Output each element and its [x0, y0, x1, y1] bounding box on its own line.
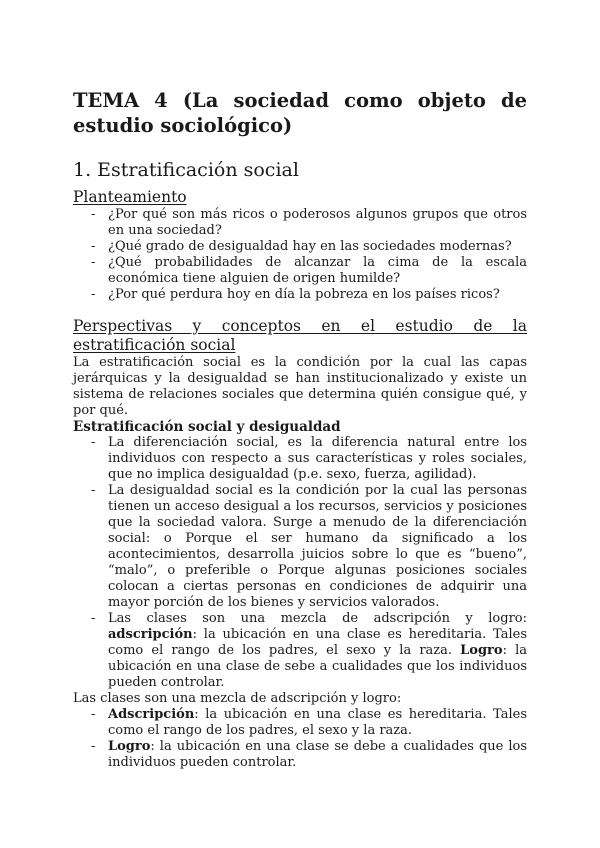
item-text: : la ubicación en una clase se debe a cualidades que los individuos pueden controlar.	[108, 739, 527, 770]
perspectivas-heading: Perspectivas y conceptos en el estudio de la estratificación social	[73, 317, 527, 354]
planteamiento-list	[73, 207, 527, 303]
bold-term: Adscripción	[108, 707, 195, 722]
item-text: : la ubicación en una clase es hereditaria. Tales como el rango de los padres, el sexo y la raza.	[108, 627, 527, 658]
list-item: - ¿Por qué perdura hoy en día la pobreza en los países ricos?	[73, 287, 527, 303]
planteamiento-heading: Planteamiento	[73, 188, 187, 206]
item-text: Las clases son una mezcla de adscripción y logro:	[108, 611, 527, 626]
closing-paragraph: Las clases son una mezcla de adscripción y logro:	[73, 691, 402, 706]
list-item	[73, 739, 527, 771]
list-item	[73, 707, 527, 739]
intro-paragraph: La estratificación social es la condición por la cual las capas jerárquicas y la desigualdad se han institucionalizado y existe un sistema de relaciones sociales que determina quién consigue qué, y por qué.	[73, 355, 527, 418]
list-item: - ¿Por qué son más ricos o poderosos algunos grupos que otros en una sociedad?	[73, 207, 527, 239]
item-text: : la ubicación en una clase es hereditaria. Tales como el rango de los padres, el sexo y la raza.	[108, 707, 527, 738]
page-title: TEMA 4 (La sociedad como objeto de estudio sociológico)	[73, 89, 527, 137]
list-item	[73, 611, 527, 691]
section-heading: 1. Estratificación social	[73, 159, 299, 181]
desigualdad-list	[73, 435, 527, 691]
item-text: : la ubicación en una clase de sebe a cualidades que los individuos pueden controlar.	[108, 643, 527, 690]
closing-list	[73, 707, 527, 771]
bold-term: adscripción	[108, 627, 193, 642]
bold-term: Logro	[460, 643, 503, 658]
list-item: - ¿Qué probabilidades de alcanzar la cima de la escala económica tiene alguien de origen humilde?	[73, 255, 527, 287]
subheading: Estratificación social y desigualdad	[73, 419, 341, 435]
list-item: - La diferenciación social, es la diferencia natural entre los individuos con respecto a sus características y roles sociales, que no implica desigualdad (p.e. sexo, fuerza, agilidad).	[73, 435, 527, 483]
list-item: - La desigualdad social es la condición por la cual las personas tienen un acceso desigual a los recursos, servicios y posiciones que la sociedad valora. Surge a menudo de la diferenciación social: o Porque el ser humano da significado a los acontecimientos, desarrolla juicios sobre lo que es “bueno”, “malo”, o preferible o Porque algunas posiciones sociales colocan a ciertas personas en condiciones de adquirir una mayor porción de los bienes y servicios valorados.	[73, 483, 527, 611]
list-item: - ¿Qué grado de desigualdad hay en las sociedades modernas?	[73, 239, 527, 255]
bold-term: Logro	[108, 739, 151, 754]
